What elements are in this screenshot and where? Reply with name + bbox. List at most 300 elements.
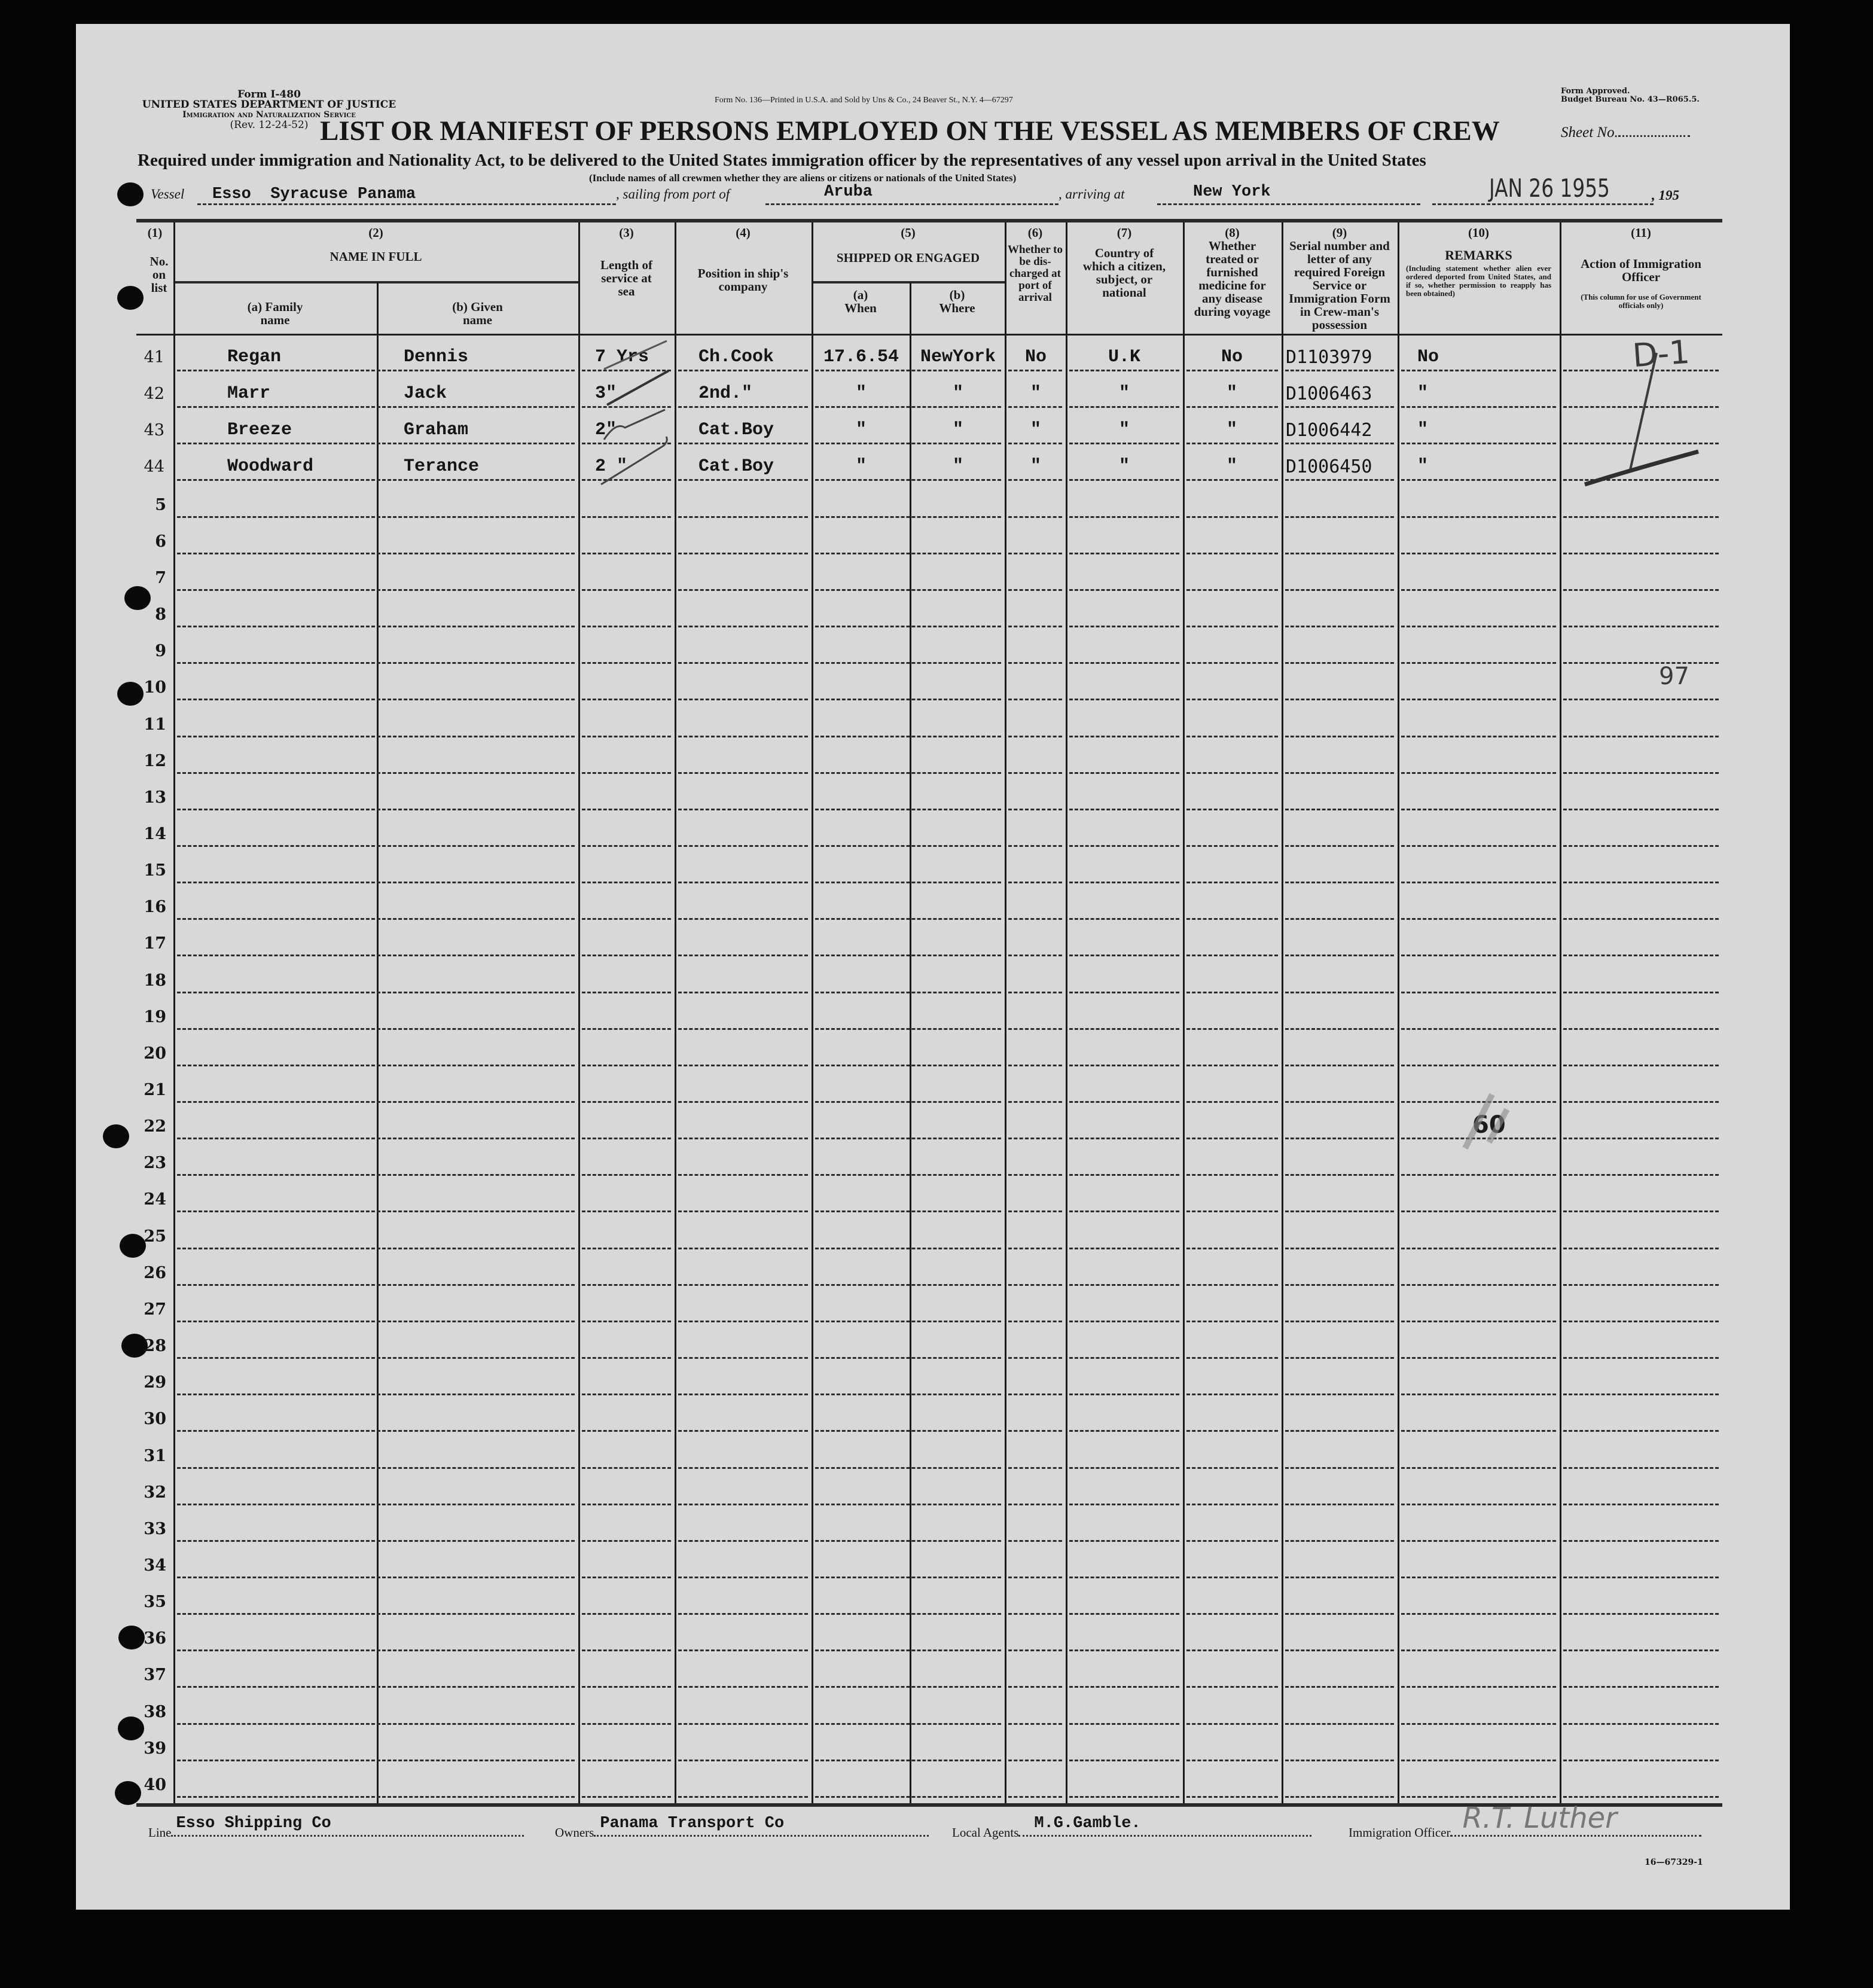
row-rule — [1563, 1101, 1719, 1103]
row-rule — [1186, 1211, 1278, 1212]
column-label: No. on list — [150, 254, 169, 295]
row-rule — [177, 589, 575, 591]
row-rule — [1186, 736, 1278, 737]
row-rule — [1069, 1467, 1179, 1469]
shipped-when-cell: " — [855, 456, 867, 477]
column-divider — [1560, 222, 1561, 1803]
row-rule — [1186, 1613, 1278, 1615]
agents-value: M.G.Gamble. — [1034, 1815, 1141, 1833]
row-rule — [815, 736, 1001, 737]
pencil-scribble — [1447, 1088, 1519, 1160]
serial-cell: D1103979 — [1286, 347, 1372, 368]
row-number: 31 — [144, 1447, 166, 1465]
row-rule — [177, 1357, 575, 1359]
row-rule — [1401, 809, 1556, 810]
row-rule — [1563, 1760, 1719, 1761]
row-rule — [815, 1284, 1001, 1286]
row-rule — [1285, 1649, 1394, 1651]
vessel-name: Esso Syracuse Panama — [212, 185, 416, 203]
row-rule — [1186, 1467, 1278, 1469]
row-rule — [1401, 1796, 1556, 1798]
row-rule — [1069, 1430, 1179, 1432]
sailing-underline — [765, 203, 1058, 205]
row-rule — [1186, 662, 1278, 664]
row-number: 40 — [144, 1776, 166, 1794]
row-rule — [815, 1649, 1001, 1651]
row-rule — [1069, 1357, 1179, 1359]
remarks-cell: " — [1417, 420, 1429, 440]
row-rule — [678, 809, 808, 810]
row-rule — [582, 1357, 671, 1359]
row-number: 26 — [144, 1264, 166, 1282]
row-rule — [1008, 1796, 1062, 1798]
column-label: Whether treated or furnished medicine for any disease during voyage — [1194, 239, 1271, 319]
row-rule — [815, 662, 1001, 664]
officer-check-stroke — [1579, 335, 1728, 490]
row-rule — [678, 1760, 808, 1761]
sheet-number-label — [1561, 124, 1690, 141]
row-rule — [1285, 955, 1394, 956]
column-index: (10) — [1468, 225, 1489, 240]
agents-field — [1018, 1815, 1311, 1837]
row-rule — [1008, 1723, 1062, 1725]
row-rule — [1186, 772, 1278, 774]
row-rule — [1186, 1138, 1278, 1139]
row-rule — [582, 1723, 671, 1725]
row-rule — [678, 1357, 808, 1359]
approval-block — [1561, 87, 1700, 104]
row-rule — [1285, 1138, 1394, 1139]
row-rule — [1401, 479, 1556, 481]
row-rule — [582, 1796, 671, 1798]
row-rule — [1186, 845, 1278, 847]
row-rule — [1563, 1796, 1719, 1798]
row-rule — [1563, 1065, 1719, 1066]
row-rule — [1069, 1248, 1179, 1249]
row-rule — [678, 1796, 808, 1798]
medicine-cell: No — [1221, 347, 1243, 367]
row-rule — [1285, 1174, 1394, 1176]
row-rule — [582, 1613, 671, 1615]
row-rule — [1285, 882, 1394, 883]
row-rule — [1186, 1723, 1278, 1725]
row-rule — [1401, 882, 1556, 883]
column-index: (1) — [147, 225, 163, 240]
row-rule — [177, 699, 575, 700]
row-rule — [678, 1065, 808, 1066]
row-rule — [1069, 1577, 1179, 1578]
row-rule — [1285, 1467, 1394, 1469]
row-rule — [1069, 1394, 1179, 1395]
row-number: 8 — [155, 605, 166, 624]
row-rule — [1563, 736, 1719, 737]
shipped-where-cell: " — [952, 383, 963, 404]
row-rule — [678, 1723, 808, 1725]
row-rule — [815, 406, 1001, 408]
row-rule — [1285, 1284, 1394, 1286]
row-rule — [1563, 845, 1719, 847]
row-rule — [1285, 589, 1394, 591]
row-rule — [678, 1540, 808, 1542]
row-rule — [177, 992, 575, 993]
row-rule — [678, 1028, 808, 1030]
row-rule — [815, 1174, 1001, 1176]
row-rule — [177, 662, 575, 664]
row-rule — [1285, 1430, 1394, 1432]
row-rule — [678, 736, 808, 737]
row-rule — [177, 1649, 575, 1651]
shipped-subheader-rule — [812, 281, 1005, 283]
row-rule — [582, 1248, 671, 1249]
serial-cell: D1006463 — [1286, 383, 1372, 404]
footer-line — [148, 1815, 524, 1840]
row-rule — [1186, 406, 1278, 408]
row-rule — [1008, 1357, 1062, 1359]
row-rule — [815, 1796, 1001, 1798]
row-rule — [582, 1138, 671, 1139]
row-rule — [1186, 955, 1278, 956]
row-number: 24 — [144, 1190, 166, 1209]
line-value: Esso Shipping Co — [176, 1815, 331, 1833]
row-rule — [678, 1211, 808, 1212]
service-name: Immigration and Naturalization Service — [182, 110, 356, 120]
column-index: (2) — [368, 225, 383, 240]
column-index: (3) — [619, 225, 634, 240]
arriving-port: New York — [1193, 183, 1271, 201]
row-number: 27 — [144, 1300, 166, 1319]
row-rule — [1069, 1211, 1179, 1212]
row-rule — [1285, 772, 1394, 774]
row-number: 33 — [144, 1520, 166, 1538]
row-rule — [678, 772, 808, 774]
row-rule — [177, 1138, 575, 1139]
row-number: 28 — [144, 1337, 166, 1355]
row-rule — [1401, 1211, 1556, 1212]
row-rule — [1401, 1028, 1556, 1030]
row-rule — [1008, 1284, 1062, 1286]
row-number: 41 — [144, 348, 164, 367]
row-rule — [1008, 479, 1062, 481]
column-index: (5) — [901, 225, 916, 240]
country-cell: U.K — [1108, 347, 1140, 367]
owners-field — [594, 1815, 929, 1837]
row-number: 39 — [144, 1739, 166, 1758]
shipped-when-cell: " — [855, 383, 867, 404]
row-rule — [1186, 699, 1278, 700]
row-rule — [1401, 1284, 1556, 1286]
year-suffix: , 195 — [1652, 188, 1679, 203]
row-rule — [1285, 1101, 1394, 1103]
column-label: Position in ship's company — [697, 266, 789, 294]
medicine-cell: " — [1226, 383, 1237, 404]
column-header-service — [578, 226, 675, 298]
footer-agents — [952, 1815, 1311, 1840]
row-rule — [815, 1723, 1001, 1725]
row-rule — [1186, 553, 1278, 554]
row-rule — [177, 1796, 575, 1798]
row-rule — [815, 882, 1001, 883]
row-rule — [1008, 1467, 1062, 1469]
row-rule — [1186, 882, 1278, 883]
row-rule — [1285, 1321, 1394, 1322]
column-note: (Including statement whether alien ever ordered deported from United States, and if so, whether permission to reapply has been obtained) — [1406, 264, 1551, 298]
row-rule — [1186, 1174, 1278, 1176]
row-rule — [678, 1248, 808, 1249]
row-rule — [1401, 662, 1556, 664]
row-rule — [815, 992, 1001, 993]
row-rule — [582, 1686, 671, 1688]
row-rule — [1285, 1577, 1394, 1578]
vessel-label: Vessel — [151, 187, 185, 202]
row-rule — [1563, 772, 1719, 774]
row-rule — [1401, 1577, 1556, 1578]
punch-hole — [103, 1124, 129, 1148]
row-rule — [1285, 1723, 1394, 1725]
position-cell: Ch.Cook — [698, 347, 774, 367]
row-rule — [678, 1430, 808, 1432]
row-rule — [1563, 1357, 1719, 1359]
row-rule — [177, 516, 575, 518]
row-rule — [1069, 809, 1179, 810]
header-bottom-rule — [136, 334, 1722, 336]
agents-label: Local Agents — [952, 1825, 1019, 1840]
row-rule — [1069, 772, 1179, 774]
row-rule — [678, 1613, 808, 1615]
row-number: 37 — [144, 1666, 166, 1684]
family-name-cell: Regan — [227, 347, 282, 367]
row-rule — [678, 955, 808, 956]
row-rule — [1563, 699, 1719, 700]
row-rule — [582, 736, 671, 737]
row-rule — [582, 1760, 671, 1761]
column-label: Serial number and letter of any required Foreign Service or Immigration Form in Crew-man's possession — [1289, 239, 1390, 332]
shipped-where-cell: NewYork — [920, 347, 996, 367]
row-rule — [1069, 882, 1179, 883]
service-cell: 2 " — [595, 456, 628, 477]
row-rule — [1285, 1211, 1394, 1212]
row-rule — [1285, 1686, 1394, 1688]
row-rule — [582, 1065, 671, 1066]
row-rule — [1285, 370, 1394, 371]
given-name-cell: Terance — [404, 456, 480, 477]
row-rule — [1008, 1540, 1062, 1542]
column-label: Action of Immigration Officer — [1581, 257, 1701, 284]
column-label: REMARKS — [1445, 248, 1512, 263]
sailing-port: Aruba — [824, 183, 873, 201]
position-cell: Cat.Boy — [698, 420, 774, 440]
row-rule — [815, 1613, 1001, 1615]
row-rule — [582, 1430, 671, 1432]
row-rule — [1186, 626, 1278, 627]
row-rule — [582, 1174, 671, 1176]
row-rule — [1186, 1796, 1278, 1798]
row-number: 16 — [144, 898, 166, 916]
row-rule — [1069, 1613, 1179, 1615]
row-rule — [1401, 1613, 1556, 1615]
position-cell: 2nd." — [698, 383, 753, 404]
row-rule — [1069, 992, 1179, 993]
row-rule — [177, 1540, 575, 1542]
row-rule — [582, 1321, 671, 1322]
row-number: 13 — [144, 788, 166, 807]
row-rule — [177, 809, 575, 810]
row-rule — [1285, 809, 1394, 810]
row-rule — [177, 626, 575, 627]
country-cell: " — [1118, 383, 1130, 404]
sheet-number-field — [1618, 135, 1690, 137]
row-rule — [1563, 1394, 1719, 1395]
row-rule — [1008, 662, 1062, 664]
row-rule — [1285, 406, 1394, 408]
row-rule — [1069, 1540, 1179, 1542]
row-rule — [815, 699, 1001, 700]
row-rule — [582, 699, 671, 700]
row-rule — [1563, 1577, 1719, 1578]
row-rule — [678, 992, 808, 993]
column-header-where: (b) Where — [939, 288, 975, 315]
column-index: (8) — [1225, 225, 1240, 240]
row-rule — [177, 1467, 575, 1469]
row-rule — [582, 1284, 671, 1286]
row-rule — [177, 918, 575, 920]
row-rule — [582, 992, 671, 993]
row-rule — [1069, 662, 1179, 664]
row-rule — [582, 626, 671, 627]
row-rule — [1563, 553, 1719, 554]
row-rule — [1401, 1504, 1556, 1505]
row-rule — [1008, 1504, 1062, 1505]
service-cell: 3" — [595, 383, 617, 404]
row-rule — [1401, 1248, 1556, 1249]
row-rule — [1285, 699, 1394, 700]
column-divider — [1005, 222, 1006, 1803]
row-rule — [582, 553, 671, 554]
row-rule — [1008, 845, 1062, 847]
row-rule — [1008, 1138, 1062, 1139]
row-number: 29 — [144, 1373, 166, 1392]
country-cell: " — [1118, 456, 1130, 477]
row-rule — [678, 1686, 808, 1688]
row-rule — [177, 553, 575, 554]
row-rule — [1008, 1577, 1062, 1578]
column-index: (7) — [1117, 225, 1132, 240]
row-rule — [1069, 1284, 1179, 1286]
row-rule — [1186, 1649, 1278, 1651]
row-rule — [1008, 736, 1062, 737]
column-divider — [910, 282, 911, 1803]
row-rule — [1563, 1321, 1719, 1322]
date-stamp: JAN 26 1955 — [1489, 173, 1610, 203]
row-rule — [1401, 1467, 1556, 1469]
row-number: 44 — [144, 458, 164, 476]
row-rule — [1186, 1248, 1278, 1249]
row-rule — [1008, 1760, 1062, 1761]
row-rule — [1069, 1796, 1179, 1798]
row-rule — [1008, 1613, 1062, 1615]
row-rule — [1401, 845, 1556, 847]
row-rule — [678, 882, 808, 883]
officer-field — [1450, 1801, 1701, 1837]
page-title: LIST OR MANIFEST OF PERSONS EMPLOYED ON THE VESSEL AS MEMBERS OF CREW — [320, 115, 1500, 147]
row-rule — [1186, 918, 1278, 920]
column-label: NAME IN FULL — [330, 249, 422, 264]
row-rule — [1186, 1028, 1278, 1030]
shipped-when-cell: 17.6.54 — [823, 347, 899, 367]
row-rule — [177, 1723, 575, 1725]
stamp-number: 60 — [1472, 1111, 1506, 1139]
row-rule — [678, 1394, 808, 1395]
row-rule — [1008, 1394, 1062, 1395]
row-rule — [1401, 1540, 1556, 1542]
page-subtitle: Required under immigration and Nationality Act, to be delivered to the United States immigration officer by the representatives of any vessel upon arrival in the United States — [138, 151, 1426, 170]
row-rule — [1186, 479, 1278, 481]
row-rule — [177, 1430, 575, 1432]
row-rule — [815, 443, 1001, 444]
punch-hole — [117, 182, 144, 206]
row-rule — [1563, 626, 1719, 627]
row-rule — [678, 1138, 808, 1139]
row-rule — [1069, 918, 1179, 920]
shipped-when-cell: " — [855, 420, 867, 440]
row-rule — [815, 1101, 1001, 1103]
row-rule — [177, 882, 575, 883]
discharged-cell: " — [1030, 456, 1041, 477]
row-rule — [815, 1504, 1001, 1505]
row-rule — [1008, 626, 1062, 627]
row-rule — [1186, 809, 1278, 810]
row-number: 35 — [144, 1593, 166, 1611]
given-name-cell: Jack — [404, 383, 447, 404]
row-number: 11 — [144, 715, 166, 734]
column-header-medicine — [1183, 226, 1282, 318]
pencil-note: 97 — [1659, 663, 1689, 690]
row-number: 12 — [144, 752, 166, 770]
row-rule — [1401, 699, 1556, 700]
row-number: 15 — [144, 861, 166, 880]
row-rule — [815, 479, 1001, 481]
column-divider — [812, 222, 813, 1803]
row-rule — [1401, 1321, 1556, 1322]
row-rule — [1186, 1577, 1278, 1578]
column-divider — [1398, 222, 1399, 1803]
row-rule — [177, 1760, 575, 1761]
row-rule — [1563, 1613, 1719, 1615]
row-rule — [177, 479, 575, 481]
row-rule — [815, 1430, 1001, 1432]
row-rule — [1563, 992, 1719, 993]
remarks-cell: " — [1417, 456, 1429, 477]
row-rule — [582, 1649, 671, 1651]
row-rule — [1186, 1686, 1278, 1688]
row-rule — [177, 1065, 575, 1066]
row-rule — [1563, 1430, 1719, 1432]
row-rule — [1008, 589, 1062, 591]
column-index: (9) — [1332, 225, 1347, 240]
service-cell: 7 Yrs — [595, 347, 649, 367]
row-rule — [1069, 516, 1179, 518]
row-rule — [815, 1686, 1001, 1688]
discharged-cell: No — [1024, 347, 1047, 367]
family-name-cell: Marr — [227, 383, 271, 404]
row-number: 7 — [155, 569, 166, 587]
row-rule — [1186, 1760, 1278, 1761]
row-rule — [1008, 406, 1062, 408]
row-rule — [1401, 516, 1556, 518]
row-rule — [177, 845, 575, 847]
discharged-cell: " — [1030, 383, 1041, 404]
position-cell: Cat.Boy — [698, 456, 774, 477]
column-label: Length of service at sea — [600, 258, 652, 298]
